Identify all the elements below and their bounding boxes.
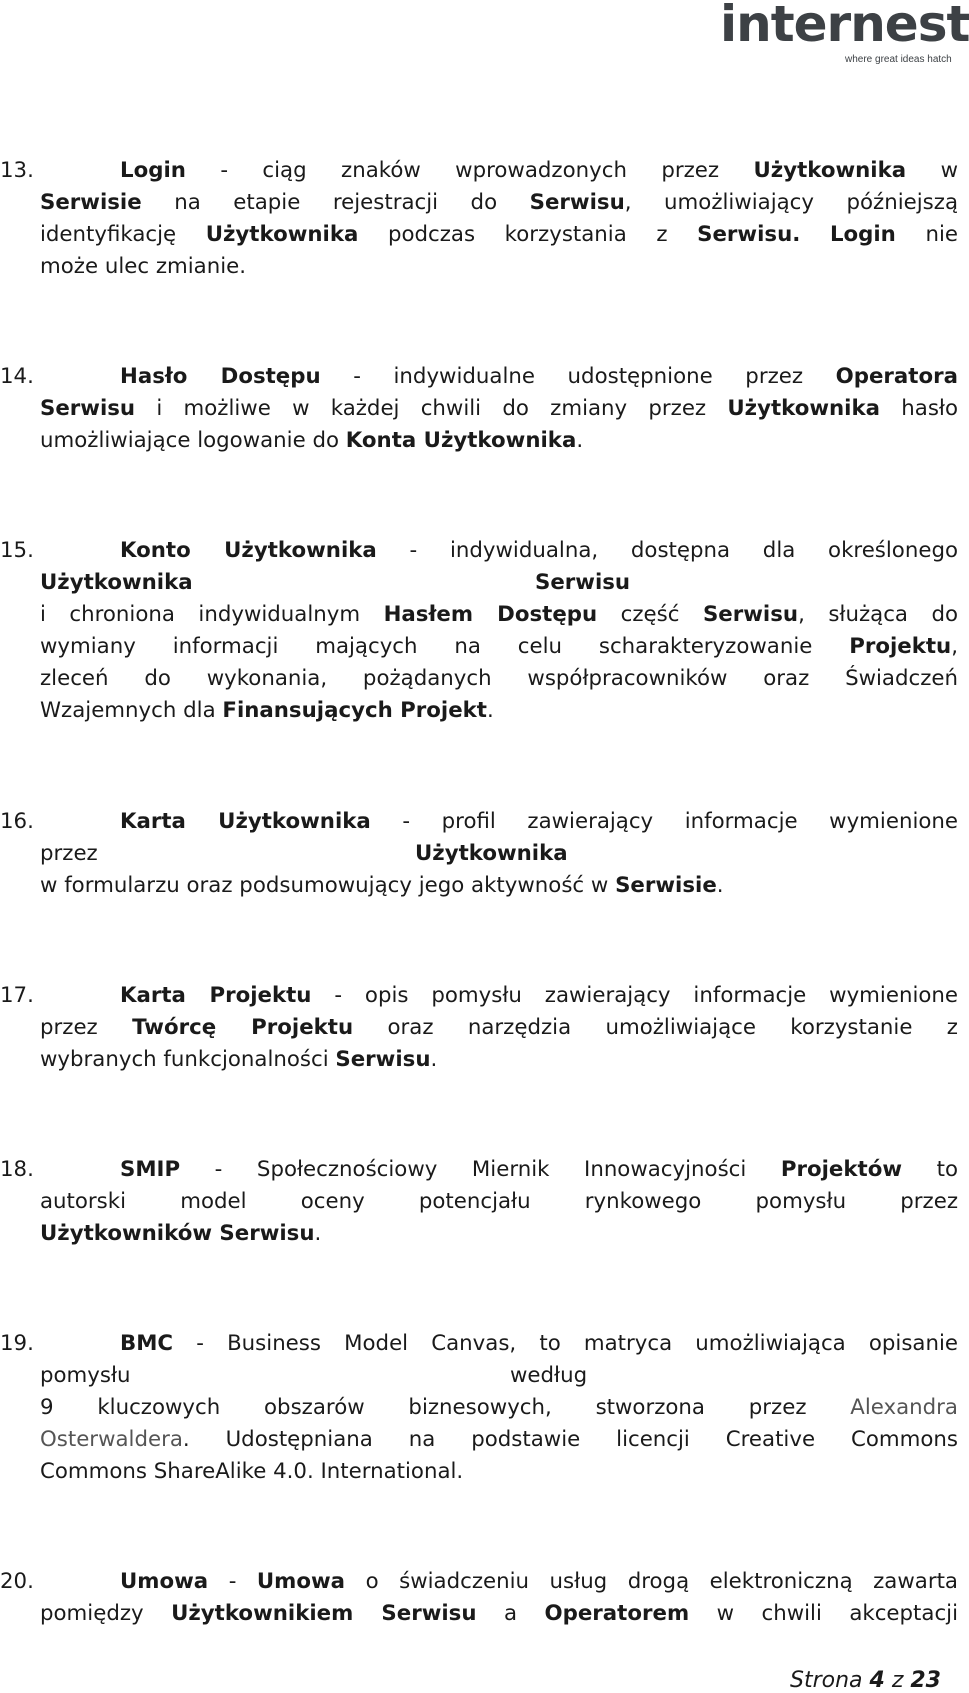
entry-number: 17. (0, 983, 34, 1008)
entry-number: 15. (0, 538, 34, 563)
osterwalder-link-cont[interactable]: Osterwaldera (40, 1427, 183, 1452)
definition-18: 18. SMIP - Społecznościowy Miernik Innowacyjności Projektów to autorski model oceny potencjału rynkowego pomysłu przez Użytkowników Serwisu. (40, 1154, 958, 1250)
definition-13: 13. Login - ciąg znaków wprowadzonych przez Użytkownika w Serwisie na etapie rejestracji do Serwisu, umożliwiający późniejszą identyfikację Użytkownika podczas korzystania z Serwisu. Login nie może ulec zmianie. (40, 155, 958, 283)
page-footer: Strona 4 z 23 (790, 1668, 941, 1693)
definition-14: 14. Hasło Dostępu - indywidualne udostępnione przez Operatora Serwisu i możliwe w każdej chwili do zmiany przez Użytkownika hasło umożliwiające logowanie do Konta Użytkownika. (40, 361, 958, 457)
logo-wordmark: internest (720, 0, 969, 53)
definition-15: 15. Konto Użytkownika - indywidualna, dostępna dla określonego Użytkownika Serwisu i chroniona indywidualnym Hasłem Dostępu część Serwisu, służąca do wymiany informacji mających na celu scharakteryzowanie Projektu, zleceń do wykonania, pożądanych współpracowników oraz Świadczeń Wzajemnych dla Finansujących Projekt. (40, 535, 958, 727)
definition-19: 19. BMC - Business Model Canvas, to matryca umożliwiająca opisanie pomysłu według 9 kluczowych obszarów biznesowych, stworzona przez Alexandra Osterwaldera. Udostępniana na podstawie licencji Creative Commons Commons ShareAlike 4.0. International. (40, 1328, 958, 1488)
internest-logo (720, 0, 969, 66)
definition-17: 17. Karta Projektu - opis pomysłu zawierający informacje wymienione przez Twórcę Projektu oraz narzędzia umożliwiające korzystanie z wybranych funkcjonalności Serwisu. (40, 980, 958, 1076)
entry-number: 14. (0, 364, 34, 389)
current-page: 4 (869, 1668, 885, 1693)
total-pages: 23 (910, 1668, 941, 1693)
osterwalder-link[interactable]: Alexandra (850, 1395, 958, 1420)
definition-16: 16. Karta Użytkownika - profil zawierający informacje wymienione przez Użytkownika w formularzu oraz podsumowujący jego aktywność w Serwisie. (40, 806, 958, 902)
entry-number: 19. (0, 1331, 34, 1356)
entry-number: 20. (0, 1569, 34, 1594)
logo-tagline: where great ideas hatch (845, 54, 952, 65)
entry-number: 18. (0, 1157, 34, 1182)
entry-number: 16. (0, 809, 34, 834)
definition-20: 20. Umowa - Umowa o świadczeniu usług drogą elektroniczną zawarta pomiędzy Użytkownikiem Serwisu a Operatorem w chwili akceptacji (40, 1566, 958, 1630)
entry-number: 13. (0, 158, 34, 183)
